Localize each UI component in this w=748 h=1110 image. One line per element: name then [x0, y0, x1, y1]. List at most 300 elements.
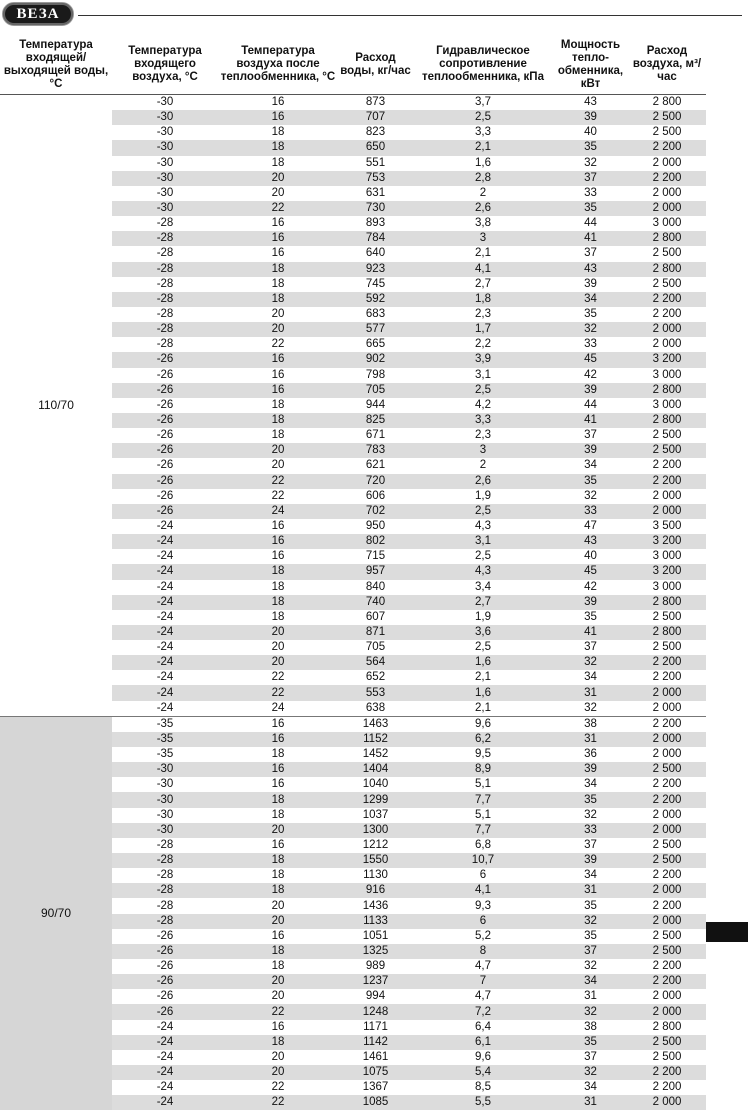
power-cell: 37: [553, 171, 628, 186]
water-flow-cell: 1142: [338, 1035, 413, 1050]
power-cell: 44: [553, 216, 628, 231]
air-in-temp-cell: -30: [112, 792, 218, 807]
air-in-temp-cell: -26: [112, 504, 218, 519]
air-out-temp-cell: 20: [218, 443, 338, 458]
air-out-temp-cell: 22: [218, 489, 338, 504]
power-cell: 32: [553, 1065, 628, 1080]
power-cell: 45: [553, 564, 628, 579]
resistance-cell: 4,1: [413, 262, 553, 277]
air-in-temp-cell: -28: [112, 853, 218, 868]
air-in-temp-cell: -28: [112, 868, 218, 883]
power-cell: 35: [553, 929, 628, 944]
water-flow-cell: 551: [338, 156, 413, 171]
header-divider: [78, 15, 742, 16]
power-cell: 33: [553, 186, 628, 201]
air-flow-cell: 2 200: [628, 171, 706, 186]
table-row: [0, 95, 706, 111]
power-cell: 39: [553, 595, 628, 610]
power-cell: 38: [553, 1020, 628, 1035]
air-out-temp-cell: 16: [218, 95, 338, 111]
resistance-cell: 2: [413, 458, 553, 473]
power-cell: 42: [553, 580, 628, 595]
air-flow-cell: 2 200: [628, 474, 706, 489]
water-flow-cell: 1212: [338, 838, 413, 853]
water-flow-cell: 840: [338, 580, 413, 595]
air-in-temp-cell: -30: [112, 201, 218, 216]
resistance-cell: 1,8: [413, 292, 553, 307]
resistance-cell: 2,6: [413, 201, 553, 216]
air-flow-cell: 2 000: [628, 883, 706, 898]
resistance-cell: 2,1: [413, 246, 553, 261]
water-flow-cell: 753: [338, 171, 413, 186]
resistance-cell: 10,7: [413, 853, 553, 868]
power-cell: 39: [553, 383, 628, 398]
air-in-temp-cell: -24: [112, 595, 218, 610]
col-header-water-flow: Расход воды, кг/час: [338, 35, 413, 95]
resistance-cell: 1,9: [413, 489, 553, 504]
resistance-cell: 2,5: [413, 640, 553, 655]
air-out-temp-cell: 20: [218, 640, 338, 655]
air-in-temp-cell: -26: [112, 458, 218, 473]
air-in-temp-cell: -30: [112, 171, 218, 186]
col-header-air-out-temp: Температура воздуха после теплообменника, °С: [218, 35, 338, 95]
air-flow-cell: 2 000: [628, 186, 706, 201]
power-cell: 43: [553, 534, 628, 549]
water-flow-cell: 665: [338, 337, 413, 352]
water-flow-cell: 1040: [338, 777, 413, 792]
power-cell: 34: [553, 458, 628, 473]
table-body: [0, 95, 706, 1110]
water-flow-cell: 702: [338, 504, 413, 519]
air-flow-cell: 2 500: [628, 944, 706, 959]
water-flow-cell: 1133: [338, 914, 413, 929]
air-flow-cell: 2 000: [628, 1004, 706, 1019]
water-flow-cell: 745: [338, 277, 413, 292]
resistance-cell: 7: [413, 974, 553, 989]
air-in-temp-cell: -28: [112, 277, 218, 292]
air-flow-cell: 2 200: [628, 974, 706, 989]
air-flow-cell: 2 000: [628, 823, 706, 838]
air-out-temp-cell: 20: [218, 974, 338, 989]
air-out-temp-cell: 18: [218, 610, 338, 625]
resistance-cell: 3,6: [413, 625, 553, 640]
air-in-temp-cell: -24: [112, 1080, 218, 1095]
resistance-cell: 2,3: [413, 428, 553, 443]
power-cell: 32: [553, 1004, 628, 1019]
resistance-cell: 8,5: [413, 1080, 553, 1095]
resistance-cell: 2,2: [413, 337, 553, 352]
water-flow-cell: 1452: [338, 747, 413, 762]
air-in-temp-cell: -24: [112, 640, 218, 655]
resistance-cell: 9,6: [413, 716, 553, 732]
col-header-hydraulic-resistance: Гидравлическое сопротивление теплообменника, кПа: [413, 35, 553, 95]
air-in-temp-cell: -24: [112, 625, 218, 640]
water-temp-group-label: 110/70: [0, 95, 112, 717]
power-cell: 41: [553, 413, 628, 428]
power-cell: 36: [553, 747, 628, 762]
resistance-cell: 6,8: [413, 838, 553, 853]
air-flow-cell: 2 500: [628, 1035, 706, 1050]
resistance-cell: 8,9: [413, 762, 553, 777]
water-flow-cell: 957: [338, 564, 413, 579]
resistance-cell: 6: [413, 868, 553, 883]
air-flow-cell: 2 200: [628, 670, 706, 685]
air-flow-cell: 2 200: [628, 898, 706, 913]
water-flow-cell: 783: [338, 443, 413, 458]
air-flow-cell: 2 000: [628, 685, 706, 700]
air-out-temp-cell: 20: [218, 989, 338, 1004]
air-in-temp-cell: -24: [112, 564, 218, 579]
air-in-temp-cell: -24: [112, 534, 218, 549]
air-out-temp-cell: 16: [218, 549, 338, 564]
air-in-temp-cell: -26: [112, 368, 218, 383]
resistance-cell: 1,6: [413, 655, 553, 670]
power-cell: 39: [553, 110, 628, 125]
power-cell: 34: [553, 777, 628, 792]
air-flow-cell: 2 800: [628, 413, 706, 428]
power-cell: 44: [553, 398, 628, 413]
air-in-temp-cell: -28: [112, 307, 218, 322]
power-cell: 37: [553, 246, 628, 261]
resistance-cell: 1,7: [413, 322, 553, 337]
air-out-temp-cell: 18: [218, 262, 338, 277]
resistance-cell: 2,1: [413, 140, 553, 155]
air-out-temp-cell: 16: [218, 762, 338, 777]
air-in-temp-cell: -24: [112, 1050, 218, 1065]
air-flow-cell: 2 500: [628, 929, 706, 944]
air-flow-cell: 2 500: [628, 853, 706, 868]
water-flow-cell: 944: [338, 398, 413, 413]
water-flow-cell: 715: [338, 549, 413, 564]
air-out-temp-cell: 18: [218, 125, 338, 140]
water-flow-cell: 740: [338, 595, 413, 610]
water-flow-cell: 893: [338, 216, 413, 231]
power-cell: 37: [553, 944, 628, 959]
power-cell: 43: [553, 95, 628, 111]
power-cell: 38: [553, 716, 628, 732]
air-in-temp-cell: -30: [112, 808, 218, 823]
power-cell: 41: [553, 231, 628, 246]
resistance-cell: 1,9: [413, 610, 553, 625]
air-out-temp-cell: 22: [218, 670, 338, 685]
power-cell: 32: [553, 959, 628, 974]
air-out-temp-cell: 18: [218, 156, 338, 171]
water-flow-cell: 1367: [338, 1080, 413, 1095]
power-cell: 35: [553, 474, 628, 489]
resistance-cell: 7,7: [413, 792, 553, 807]
power-cell: 42: [553, 368, 628, 383]
air-in-temp-cell: -26: [112, 944, 218, 959]
air-flow-cell: 3 200: [628, 564, 706, 579]
water-temp-group-label: 90/70: [0, 716, 112, 1110]
air-out-temp-cell: 22: [218, 201, 338, 216]
air-flow-cell: 2 200: [628, 292, 706, 307]
air-in-temp-cell: -24: [112, 1035, 218, 1050]
air-out-temp-cell: 16: [218, 732, 338, 747]
air-out-temp-cell: 18: [218, 580, 338, 595]
resistance-cell: 6: [413, 914, 553, 929]
air-in-temp-cell: -28: [112, 883, 218, 898]
water-flow-cell: 631: [338, 186, 413, 201]
power-cell: 32: [553, 322, 628, 337]
resistance-cell: 3,9: [413, 352, 553, 367]
water-flow-cell: 1325: [338, 944, 413, 959]
air-in-temp-cell: -24: [112, 1020, 218, 1035]
water-flow-cell: 1550: [338, 853, 413, 868]
air-flow-cell: 2 200: [628, 307, 706, 322]
air-flow-cell: 2 000: [628, 337, 706, 352]
air-out-temp-cell: 18: [218, 1035, 338, 1050]
power-cell: 35: [553, 610, 628, 625]
power-cell: 34: [553, 1080, 628, 1095]
air-flow-cell: 2 800: [628, 231, 706, 246]
resistance-cell: 2: [413, 186, 553, 201]
air-flow-cell: 2 200: [628, 716, 706, 732]
air-out-temp-cell: 18: [218, 883, 338, 898]
resistance-cell: 3,1: [413, 534, 553, 549]
resistance-cell: 5,1: [413, 777, 553, 792]
air-out-temp-cell: 18: [218, 140, 338, 155]
air-out-temp-cell: 16: [218, 777, 338, 792]
power-cell: 35: [553, 307, 628, 322]
table-row: [0, 716, 706, 732]
resistance-cell: 4,3: [413, 564, 553, 579]
resistance-cell: 6,2: [413, 732, 553, 747]
air-out-temp-cell: 18: [218, 413, 338, 428]
water-flow-cell: 823: [338, 125, 413, 140]
resistance-cell: 5,1: [413, 808, 553, 823]
resistance-cell: 1,6: [413, 156, 553, 171]
resistance-cell: 7,7: [413, 823, 553, 838]
power-cell: 33: [553, 823, 628, 838]
power-cell: 40: [553, 549, 628, 564]
water-flow-cell: 784: [338, 231, 413, 246]
water-flow-cell: 1130: [338, 868, 413, 883]
air-flow-cell: 2 000: [628, 504, 706, 519]
water-flow-cell: 652: [338, 670, 413, 685]
air-in-temp-cell: -24: [112, 701, 218, 717]
air-out-temp-cell: 18: [218, 959, 338, 974]
air-in-temp-cell: -30: [112, 823, 218, 838]
air-in-temp-cell: -26: [112, 443, 218, 458]
air-out-temp-cell: 20: [218, 914, 338, 929]
power-cell: 32: [553, 914, 628, 929]
air-in-temp-cell: -24: [112, 655, 218, 670]
resistance-cell: 3,3: [413, 413, 553, 428]
air-out-temp-cell: 16: [218, 383, 338, 398]
water-flow-cell: 1037: [338, 808, 413, 823]
air-flow-cell: 2 000: [628, 489, 706, 504]
resistance-cell: 6,4: [413, 1020, 553, 1035]
water-flow-cell: 638: [338, 701, 413, 717]
air-flow-cell: 2 500: [628, 640, 706, 655]
resistance-cell: 5,4: [413, 1065, 553, 1080]
air-flow-cell: 2 200: [628, 655, 706, 670]
resistance-cell: 4,3: [413, 519, 553, 534]
power-cell: 39: [553, 443, 628, 458]
water-flow-cell: 564: [338, 655, 413, 670]
power-cell: 32: [553, 156, 628, 171]
air-in-temp-cell: -30: [112, 110, 218, 125]
air-flow-cell: 3 200: [628, 534, 706, 549]
air-in-temp-cell: -26: [112, 1004, 218, 1019]
air-in-temp-cell: -28: [112, 262, 218, 277]
resistance-cell: 3,1: [413, 368, 553, 383]
water-flow-cell: 707: [338, 110, 413, 125]
air-flow-cell: 2 200: [628, 1080, 706, 1095]
air-flow-cell: 2 800: [628, 95, 706, 111]
air-in-temp-cell: -30: [112, 125, 218, 140]
air-flow-cell: 2 500: [628, 277, 706, 292]
air-in-temp-cell: -35: [112, 747, 218, 762]
air-flow-cell: 2 800: [628, 383, 706, 398]
specs-table-container: [0, 35, 706, 1110]
air-flow-cell: 2 200: [628, 959, 706, 974]
air-in-temp-cell: -24: [112, 670, 218, 685]
water-flow-cell: 553: [338, 685, 413, 700]
air-flow-cell: 3 000: [628, 549, 706, 564]
power-cell: 37: [553, 1050, 628, 1065]
resistance-cell: 6,1: [413, 1035, 553, 1050]
power-cell: 45: [553, 352, 628, 367]
water-flow-cell: 1075: [338, 1065, 413, 1080]
resistance-cell: 4,7: [413, 989, 553, 1004]
air-in-temp-cell: -28: [112, 292, 218, 307]
power-cell: 32: [553, 655, 628, 670]
air-out-temp-cell: 16: [218, 368, 338, 383]
air-in-temp-cell: -30: [112, 156, 218, 171]
heat-exchanger-table: [0, 35, 706, 1110]
air-out-temp-cell: 20: [218, 625, 338, 640]
resistance-cell: 4,7: [413, 959, 553, 974]
resistance-cell: 1,6: [413, 685, 553, 700]
resistance-cell: 9,5: [413, 747, 553, 762]
air-flow-cell: 2 800: [628, 1020, 706, 1035]
power-cell: 40: [553, 125, 628, 140]
resistance-cell: 2,1: [413, 670, 553, 685]
table-header-row: [0, 35, 706, 95]
resistance-cell: 5,2: [413, 929, 553, 944]
air-in-temp-cell: -26: [112, 974, 218, 989]
power-cell: 37: [553, 640, 628, 655]
power-cell: 34: [553, 868, 628, 883]
air-out-temp-cell: 20: [218, 1050, 338, 1065]
water-flow-cell: 989: [338, 959, 413, 974]
air-out-temp-cell: 16: [218, 110, 338, 125]
power-cell: 34: [553, 292, 628, 307]
air-in-temp-cell: -30: [112, 95, 218, 111]
water-flow-cell: 606: [338, 489, 413, 504]
col-header-air-flow: Расход воздуха, м³/час: [628, 35, 706, 95]
power-cell: 33: [553, 504, 628, 519]
air-flow-cell: 2 500: [628, 125, 706, 140]
resistance-cell: 2,7: [413, 595, 553, 610]
air-in-temp-cell: -28: [112, 914, 218, 929]
air-flow-cell: 2 500: [628, 610, 706, 625]
water-flow-cell: 1152: [338, 732, 413, 747]
air-out-temp-cell: 20: [218, 458, 338, 473]
air-flow-cell: 2 000: [628, 156, 706, 171]
water-flow-cell: 671: [338, 428, 413, 443]
air-flow-cell: 3 000: [628, 398, 706, 413]
air-out-temp-cell: 16: [218, 929, 338, 944]
air-in-temp-cell: -28: [112, 216, 218, 231]
air-out-temp-cell: 22: [218, 1004, 338, 1019]
air-in-temp-cell: -28: [112, 246, 218, 261]
air-in-temp-cell: -30: [112, 762, 218, 777]
power-cell: 47: [553, 519, 628, 534]
air-flow-cell: 3 500: [628, 519, 706, 534]
air-in-temp-cell: -26: [112, 398, 218, 413]
water-flow-cell: 592: [338, 292, 413, 307]
air-flow-cell: 2 000: [628, 201, 706, 216]
power-cell: 35: [553, 1035, 628, 1050]
resistance-cell: 3,4: [413, 580, 553, 595]
air-flow-cell: 2 500: [628, 443, 706, 458]
air-in-temp-cell: -26: [112, 959, 218, 974]
air-out-temp-cell: 16: [218, 519, 338, 534]
resistance-cell: 3,8: [413, 216, 553, 231]
air-flow-cell: 2 800: [628, 625, 706, 640]
power-cell: 31: [553, 685, 628, 700]
water-flow-cell: 1404: [338, 762, 413, 777]
air-out-temp-cell: 22: [218, 1095, 338, 1110]
air-out-temp-cell: 18: [218, 944, 338, 959]
water-flow-cell: 1461: [338, 1050, 413, 1065]
air-flow-cell: 2 500: [628, 110, 706, 125]
air-flow-cell: 2 200: [628, 777, 706, 792]
water-flow-cell: 798: [338, 368, 413, 383]
air-in-temp-cell: -26: [112, 989, 218, 1004]
air-flow-cell: 2 000: [628, 914, 706, 929]
air-out-temp-cell: 20: [218, 307, 338, 322]
air-in-temp-cell: -35: [112, 732, 218, 747]
water-flow-cell: 640: [338, 246, 413, 261]
water-flow-cell: 720: [338, 474, 413, 489]
water-flow-cell: 916: [338, 883, 413, 898]
air-flow-cell: 2 800: [628, 262, 706, 277]
col-header-water-temp: Температура входящей/ выходящей воды, °С: [0, 35, 112, 95]
air-out-temp-cell: 24: [218, 701, 338, 717]
air-in-temp-cell: -35: [112, 716, 218, 732]
air-out-temp-cell: 16: [218, 534, 338, 549]
air-flow-cell: 2 200: [628, 1065, 706, 1080]
resistance-cell: 2,5: [413, 504, 553, 519]
air-out-temp-cell: 16: [218, 1020, 338, 1035]
resistance-cell: 4,2: [413, 398, 553, 413]
water-flow-cell: 1436: [338, 898, 413, 913]
air-out-temp-cell: 18: [218, 792, 338, 807]
air-out-temp-cell: 16: [218, 246, 338, 261]
resistance-cell: 2,7: [413, 277, 553, 292]
power-cell: 32: [553, 489, 628, 504]
resistance-cell: 3,7: [413, 95, 553, 111]
air-out-temp-cell: 24: [218, 504, 338, 519]
air-out-temp-cell: 18: [218, 808, 338, 823]
water-flow-cell: 994: [338, 989, 413, 1004]
air-flow-cell: 2 200: [628, 868, 706, 883]
air-in-temp-cell: -28: [112, 231, 218, 246]
air-out-temp-cell: 18: [218, 398, 338, 413]
air-flow-cell: 3 000: [628, 216, 706, 231]
air-in-temp-cell: -26: [112, 929, 218, 944]
page-side-tab: [706, 922, 748, 942]
air-in-temp-cell: -26: [112, 383, 218, 398]
air-out-temp-cell: 16: [218, 352, 338, 367]
water-flow-cell: 1248: [338, 1004, 413, 1019]
air-in-temp-cell: -28: [112, 322, 218, 337]
resistance-cell: 9,6: [413, 1050, 553, 1065]
